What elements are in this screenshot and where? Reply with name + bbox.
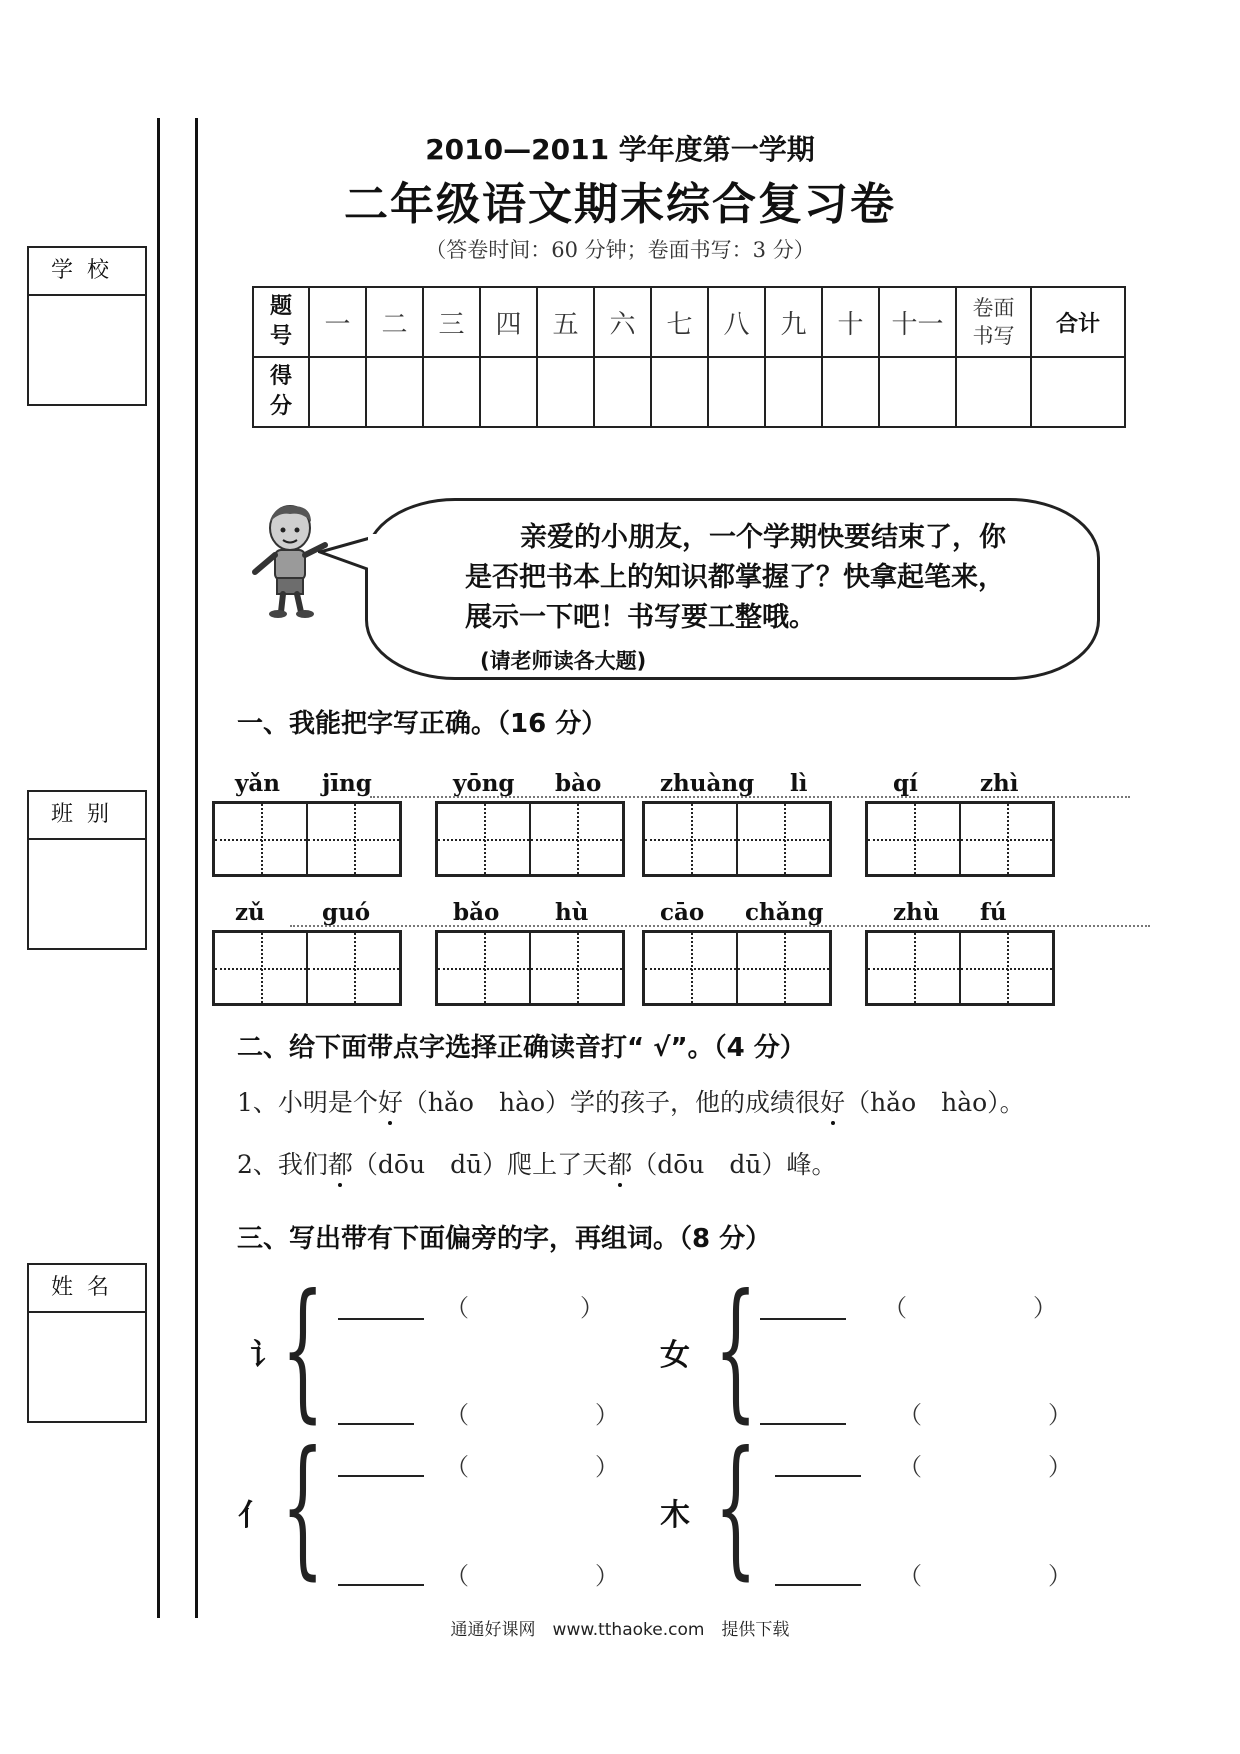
head-char: 得 bbox=[269, 364, 292, 389]
brace-icon: { bbox=[714, 1420, 758, 1594]
juan-line: 卷面 bbox=[972, 296, 1015, 320]
writing-grid[interactable] bbox=[212, 801, 402, 877]
column-9: 九 bbox=[765, 287, 822, 357]
head-char: 分 bbox=[269, 394, 292, 419]
brace-icon: { bbox=[281, 1263, 325, 1437]
writing-grid[interactable] bbox=[435, 801, 625, 877]
column-7: 七 bbox=[651, 287, 708, 357]
binding-line-outer bbox=[157, 118, 160, 1618]
pinyin: jīng bbox=[322, 770, 372, 797]
score-cell[interactable] bbox=[956, 357, 1031, 427]
q-text: 1、小明是个 bbox=[237, 1088, 378, 1117]
radical: 亻 bbox=[238, 1498, 268, 1533]
answer-line[interactable] bbox=[338, 1318, 424, 1320]
answer-line[interactable] bbox=[775, 1475, 861, 1477]
pinyin: chǎng bbox=[745, 899, 824, 926]
column-10: 十 bbox=[822, 287, 879, 357]
dotted-char: 好 bbox=[378, 1083, 403, 1119]
binding-line-inner bbox=[195, 118, 198, 1618]
question-2-2 bbox=[237, 1145, 836, 1181]
pinyin: cāo bbox=[660, 899, 705, 926]
section-2-title: 二、给下面带点字选择正确读音打“ √”。（4 分） bbox=[237, 1033, 806, 1063]
name-box bbox=[27, 1263, 147, 1423]
intro-line: 展示一下吧！书写要工整哦。 bbox=[465, 602, 816, 633]
pinyin: yǎn bbox=[235, 770, 280, 797]
dotted-char: 都 bbox=[328, 1145, 353, 1181]
answer-line[interactable] bbox=[338, 1584, 424, 1586]
section-3-title: 三、写出带有下面偏旁的字，再组词。（8 分） bbox=[237, 1224, 772, 1254]
column-handwriting bbox=[956, 287, 1031, 357]
school-year: 2010—2011 学年度第一学期 bbox=[425, 133, 815, 166]
column-11: 十一 bbox=[879, 287, 956, 357]
pinyin: bǎo bbox=[453, 899, 500, 926]
score-cell[interactable] bbox=[879, 357, 956, 427]
radical: 女 bbox=[660, 1338, 690, 1373]
paren-close: ） bbox=[595, 1401, 619, 1429]
head-char: 号 bbox=[269, 324, 292, 349]
score-table bbox=[252, 286, 1126, 428]
score-cell[interactable] bbox=[366, 357, 423, 427]
radical: 木 bbox=[660, 1498, 690, 1533]
answer-line[interactable] bbox=[775, 1584, 861, 1586]
school-label: 学校 bbox=[29, 248, 145, 296]
time-note: （答卷时间：60 分钟；卷面书写：3 分） bbox=[425, 238, 815, 262]
column-4: 四 bbox=[480, 287, 537, 357]
pinyin: hù bbox=[555, 899, 589, 926]
intro-text bbox=[465, 518, 1065, 638]
head-char: 题 bbox=[269, 294, 292, 319]
paren-close: ） bbox=[1048, 1401, 1072, 1429]
column-total: 合计 bbox=[1031, 287, 1125, 357]
answer-line[interactable] bbox=[338, 1423, 414, 1425]
paren-open: （ bbox=[445, 1401, 469, 1429]
column-2: 二 bbox=[366, 287, 423, 357]
pinyin: bào bbox=[555, 770, 602, 797]
score-cell[interactable] bbox=[1031, 357, 1125, 427]
section-1-title: 一、我能把字写正确。（16 分） bbox=[237, 709, 608, 739]
score-cell[interactable] bbox=[423, 357, 480, 427]
score-table-head-score bbox=[253, 357, 309, 427]
pinyin: zǔ bbox=[235, 899, 265, 926]
writing-grid[interactable] bbox=[642, 801, 832, 877]
paren-close: ） bbox=[580, 1294, 604, 1322]
writing-grid[interactable] bbox=[865, 930, 1055, 1006]
score-cell[interactable] bbox=[708, 357, 765, 427]
page-title: 二年级语文期末综合复习卷 bbox=[344, 179, 896, 230]
pinyin: guó bbox=[322, 899, 371, 926]
question-2-1 bbox=[237, 1083, 1025, 1119]
radical: 讠 bbox=[250, 1338, 280, 1373]
paren-close: ） bbox=[1033, 1294, 1057, 1322]
paren-close: ） bbox=[595, 1562, 619, 1590]
pinyin: zhù bbox=[893, 899, 940, 926]
score-cell[interactable] bbox=[822, 357, 879, 427]
paren-open: （ bbox=[898, 1453, 922, 1481]
pinyin: lì bbox=[790, 770, 808, 797]
teacher-note: (请老师读各大题) bbox=[480, 649, 647, 673]
class-box bbox=[27, 790, 147, 950]
score-cell[interactable] bbox=[537, 357, 594, 427]
q-text: （dōu dū）爬上了天 bbox=[352, 1150, 608, 1179]
writing-grid[interactable] bbox=[642, 930, 832, 1006]
score-table-head-number bbox=[253, 287, 309, 357]
dotted-char: 好 bbox=[820, 1083, 845, 1119]
paren-open: （ bbox=[898, 1562, 922, 1590]
q-text: （hǎo hào）。 bbox=[845, 1088, 1025, 1117]
answer-line[interactable] bbox=[760, 1423, 846, 1425]
paren-close: ） bbox=[1048, 1562, 1072, 1590]
q-text: 2、我们 bbox=[237, 1150, 328, 1179]
writing-grid[interactable] bbox=[865, 801, 1055, 877]
intro-line: 是否把书本上的知识都掌握了？快拿起笔来， bbox=[465, 562, 1005, 593]
answer-line[interactable] bbox=[338, 1475, 424, 1477]
name-label: 姓名 bbox=[29, 1265, 145, 1313]
dotted-char: 都 bbox=[607, 1145, 632, 1181]
pinyin: fú bbox=[980, 899, 1007, 926]
pinyin: qí bbox=[893, 770, 918, 797]
pinyin-guide-line-2 bbox=[290, 925, 1150, 927]
pinyin: zhuàng bbox=[660, 770, 755, 797]
score-cell[interactable] bbox=[309, 357, 366, 427]
score-cell[interactable] bbox=[765, 357, 822, 427]
column-3: 三 bbox=[423, 287, 480, 357]
score-cell[interactable] bbox=[480, 357, 537, 427]
column-1: 一 bbox=[309, 287, 366, 357]
score-cell[interactable] bbox=[594, 357, 651, 427]
brace-icon: { bbox=[281, 1420, 325, 1594]
answer-line[interactable] bbox=[760, 1318, 846, 1320]
paren-open: （ bbox=[883, 1294, 907, 1322]
paren-open: （ bbox=[445, 1294, 469, 1322]
juan-line: 书写 bbox=[972, 324, 1015, 348]
column-6: 六 bbox=[594, 287, 651, 357]
footer: 通通好课网 www.tthaoke.com 提供下载 bbox=[450, 1620, 790, 1640]
column-5: 五 bbox=[537, 287, 594, 357]
paren-open: （ bbox=[445, 1453, 469, 1481]
paren-open: （ bbox=[445, 1562, 469, 1590]
paren-open: （ bbox=[898, 1401, 922, 1429]
paren-close: ） bbox=[1048, 1453, 1072, 1481]
writing-grid[interactable] bbox=[212, 930, 402, 1006]
paren-close: ） bbox=[595, 1453, 619, 1481]
intro-line: 亲爱的小朋友，一个学期快要结束了，你 bbox=[520, 522, 1006, 553]
writing-grid[interactable] bbox=[435, 930, 625, 1006]
class-label: 班别 bbox=[29, 792, 145, 840]
column-8: 八 bbox=[708, 287, 765, 357]
school-box bbox=[27, 246, 147, 406]
brace-icon: { bbox=[714, 1263, 758, 1437]
speech-bubble-tail bbox=[318, 530, 378, 590]
pinyin: zhì bbox=[980, 770, 1019, 797]
pinyin: yōng bbox=[453, 770, 515, 797]
score-cell[interactable] bbox=[651, 357, 708, 427]
q-text: （hǎo hào）学的孩子，他的成绩很 bbox=[402, 1088, 821, 1117]
q-text: （dōu dū）峰。 bbox=[632, 1150, 837, 1179]
